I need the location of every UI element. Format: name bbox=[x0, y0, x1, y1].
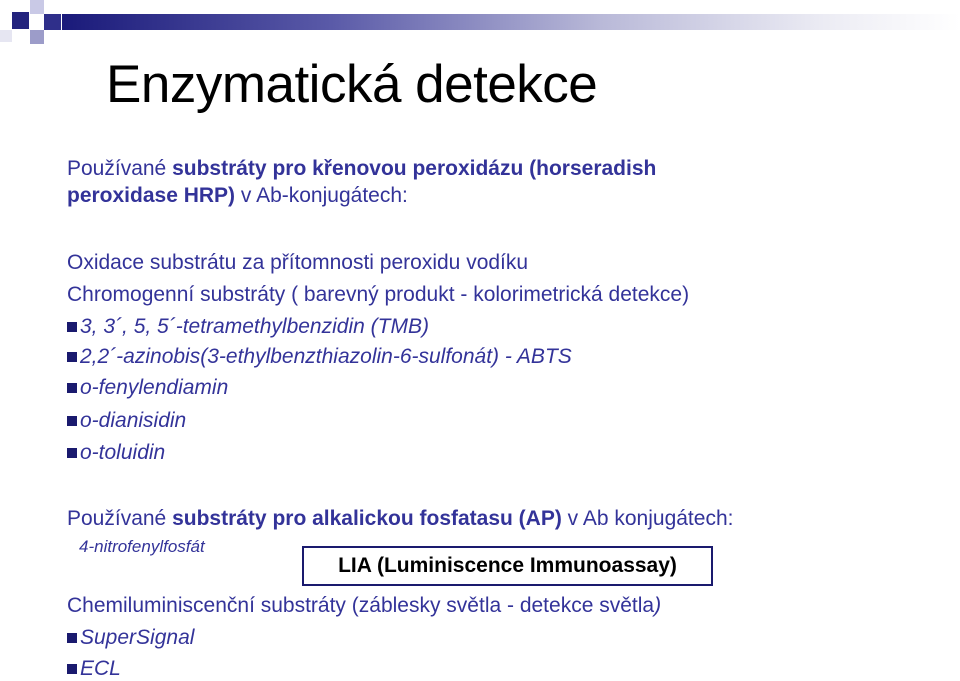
chemilum-substrate-label: SuperSignal bbox=[80, 626, 195, 649]
square-bullet-icon bbox=[67, 383, 77, 393]
gradient-stripe bbox=[62, 14, 960, 30]
hrp-intro-suffix: v Ab-konjugátech: bbox=[235, 184, 408, 207]
hrp-intro-bold1: substráty pro křenovou peroxidázu (horseradish bbox=[172, 157, 657, 180]
chemilum-substrate-item bbox=[67, 626, 194, 650]
square-bullet-icon bbox=[67, 448, 77, 458]
hrp-substrate-label: 3, 3´, 5, 5´-tetramethylbenzidin (TMB) bbox=[80, 315, 429, 338]
slide-title: Enzymatická detekce bbox=[106, 55, 598, 114]
hrp-substrate-item bbox=[67, 315, 429, 339]
hrp-substrate-item bbox=[67, 409, 186, 433]
oxidation-line: Oxidace substrátu za přítomnosti peroxidu vodíku bbox=[67, 251, 529, 274]
square-bullet-icon bbox=[67, 352, 77, 362]
decor-square bbox=[30, 30, 44, 44]
square-bullet-icon bbox=[67, 633, 77, 643]
ap-substrate: 4-nitrofenylfosfát bbox=[79, 537, 205, 556]
ap-intro-line bbox=[67, 507, 733, 531]
ap-intro-bold: substráty pro alkalickou fosfatasu (AP) bbox=[172, 507, 562, 530]
ap-intro-prefix: Používané bbox=[67, 507, 173, 530]
lia-box: LIA (Luminiscence Immunoassay) bbox=[302, 546, 713, 586]
chemilum-substrate-label: ECL bbox=[80, 657, 121, 680]
decorative-header-bar bbox=[0, 0, 960, 44]
hrp-intro-line1 bbox=[67, 157, 656, 181]
chemilum-substrate-item bbox=[67, 657, 121, 681]
hrp-substrate-label: o-toluidin bbox=[80, 441, 166, 464]
hrp-substrate-item bbox=[67, 441, 165, 465]
chemiluminescence-line bbox=[67, 594, 661, 618]
square-bullet-icon bbox=[67, 322, 77, 332]
hrp-substrate-label: o-dianisidin bbox=[80, 409, 187, 432]
chromogenic-line: Chromogenní substráty ( barevný produkt - kolorimetrická detekce) bbox=[67, 283, 690, 306]
square-bullet-icon bbox=[67, 416, 77, 426]
chemilum-main: Chemiluminiscenční substráty (záblesky světla - detekce světla bbox=[67, 594, 655, 617]
hrp-substrate-label: o-fenylendiamin bbox=[80, 376, 229, 399]
decor-square bbox=[0, 30, 12, 42]
hrp-intro-prefix: Používané bbox=[67, 157, 173, 180]
hrp-intro-bold2: peroxidase HRP) bbox=[67, 184, 236, 207]
hrp-substrate-label: 2,2´-azinobis(3-ethylbenzthiazolin-6-sulfonát) - ABTS bbox=[80, 345, 572, 368]
decor-square bbox=[12, 12, 29, 29]
chemilum-close: ) bbox=[654, 594, 662, 617]
ap-intro-suffix: v Ab konjugátech: bbox=[561, 507, 734, 530]
decor-square bbox=[30, 0, 44, 14]
hrp-intro-line2 bbox=[67, 184, 408, 208]
hrp-substrate-item bbox=[67, 376, 228, 400]
square-bullet-icon bbox=[67, 664, 77, 674]
decor-square bbox=[44, 14, 61, 30]
hrp-substrate-item bbox=[67, 345, 572, 369]
